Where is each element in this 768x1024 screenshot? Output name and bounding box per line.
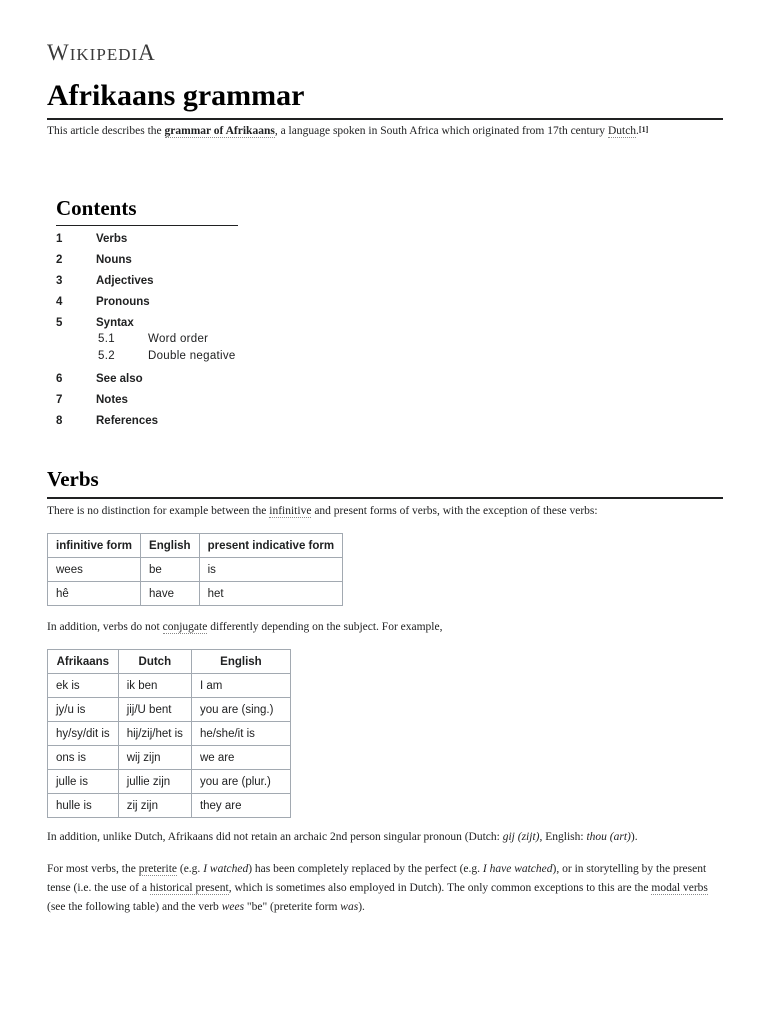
table-cell: they are	[191, 794, 290, 818]
toc-title: Contents	[56, 195, 238, 226]
table-row	[48, 794, 291, 818]
table-row	[48, 674, 291, 698]
section-heading-verbs: Verbs	[47, 465, 723, 499]
table-cell: ik ben	[118, 674, 191, 698]
column-header: English	[191, 650, 290, 674]
page-title: Afrikaans grammar	[47, 78, 723, 120]
reference-1[interactable]: [1]	[638, 125, 649, 134]
table-row	[48, 722, 291, 746]
intro-paragraph: This article describes the grammar of Afrikaans, a language spoken in South Africa which originated from 17th century Dutch.[1]	[47, 125, 649, 137]
link-dutch[interactable]: Dutch	[607, 125, 637, 137]
link-infinitive[interactable]: infinitive	[269, 505, 312, 517]
table-cell: hy/sy/dit is	[48, 722, 119, 746]
table-cell: julle is	[48, 770, 119, 794]
verbs-paragraph-4: For most verbs, the preterite (e.g. I watched) has been completely replaced by the perfect (e.g. I have watched), or in storytelling by the present tense (i.e. the use of a historical present, which is sometimes also employed in Dutch). The only common exceptions to this are the modal verbs (see the following table) and the verb wees "be" (preterite form was).	[47, 863, 708, 913]
table-cell: jij/U bent	[118, 698, 191, 722]
table-cell: be	[141, 558, 200, 582]
table-row	[48, 698, 291, 722]
table-cell: you are (plur.)	[191, 770, 290, 794]
toc-item-notes[interactable]: 7 Notes	[56, 394, 128, 406]
table-row	[48, 582, 343, 606]
toc-item-verbs[interactable]: 1 Verbs	[56, 233, 128, 245]
table-cell: jy/u is	[48, 698, 119, 722]
table-header-row	[48, 650, 291, 674]
link-modal-verbs[interactable]: modal verbs	[651, 882, 708, 894]
toc-item-see-also[interactable]: 6 See also	[56, 373, 143, 385]
table-cell: hij/zij/het is	[118, 722, 191, 746]
table-cell: ek is	[48, 674, 119, 698]
toc-item-adjectives[interactable]: 3 Adjectives	[56, 275, 154, 287]
link-historical-present[interactable]: historical present	[149, 882, 229, 894]
wikipedia-logo[interactable]	[47, 40, 156, 66]
verbs-paragraph-3: In addition, unlike Dutch, Afrikaans did not retain an archaic 2nd person singular pronoun (Dutch: gij (zijt), English: thou (art)).	[47, 831, 638, 843]
table-cell: have	[141, 582, 200, 606]
toc-subitem-double-negative[interactable]: 5.2 Double negative	[98, 350, 236, 362]
column-header: English	[141, 534, 200, 558]
column-header: Dutch	[118, 650, 191, 674]
table-row	[48, 770, 291, 794]
table-cell: wees	[48, 558, 141, 582]
toc-subitem-word-order[interactable]: 5.1 Word order	[98, 333, 209, 345]
table-cell: he/she/it is	[191, 722, 290, 746]
verbs-paragraph-1: There is no distinction for example between the infinitive and present forms of verbs, with the exception of these verbs:	[47, 505, 598, 517]
table-of-contents	[56, 195, 238, 427]
column-header: infinitive form	[48, 534, 141, 558]
table-cell: jullie zijn	[118, 770, 191, 794]
verb-forms-table	[47, 533, 343, 606]
table-cell: you are (sing.)	[191, 698, 290, 722]
table-cell: hê	[48, 582, 141, 606]
column-header: Afrikaans	[48, 650, 119, 674]
table-cell: zij zijn	[118, 794, 191, 818]
conjugation-table	[47, 649, 291, 818]
table-row	[48, 558, 343, 582]
table-cell: ons is	[48, 746, 119, 770]
link-preterite[interactable]: preterite	[138, 863, 177, 875]
toc-item-references[interactable]: 8 References	[56, 415, 159, 427]
column-header: present indicative form	[199, 534, 343, 558]
table-cell: wij zijn	[118, 746, 191, 770]
table-row	[48, 746, 291, 770]
table-header-row	[48, 534, 343, 558]
table-cell: is	[199, 558, 343, 582]
toc-item-nouns[interactable]: 2 Nouns	[56, 254, 132, 266]
table-cell: hulle is	[48, 794, 119, 818]
table-cell: het	[199, 582, 343, 606]
link-grammar-of-afrikaans[interactable]: grammar of Afrikaans	[164, 125, 275, 137]
link-conjugate[interactable]: conjugate	[162, 621, 208, 633]
logo-text: WIKIPEDIA	[47, 40, 156, 65]
table-cell: I am	[191, 674, 290, 698]
table-cell: we are	[191, 746, 290, 770]
toc-item-syntax[interactable]: 5 Syntax	[56, 317, 134, 329]
toc-item-pronouns[interactable]: 4 Pronouns	[56, 296, 150, 308]
verbs-paragraph-2: In addition, verbs do not conjugate differently depending on the subject. For example,	[47, 621, 443, 633]
